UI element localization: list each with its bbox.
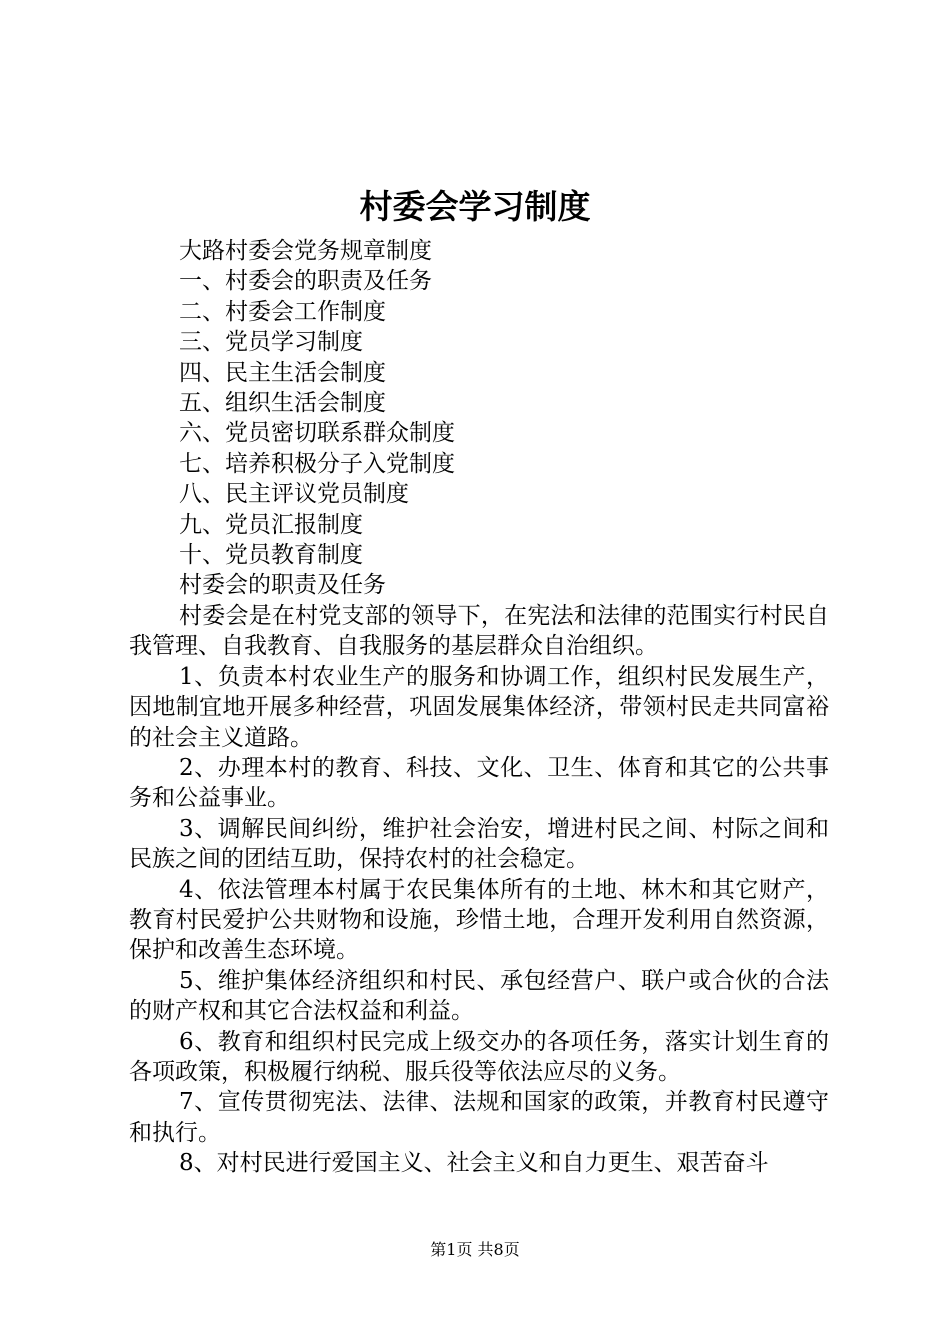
- body-paragraph: 4、依法管理本村属于农民集体所有的土地、林木和其它财产，教育村民爱护公共财物和设施，珍惜土地，合理开发利用自然资源，保护和改善生态环境。: [129, 876, 829, 964]
- heading-line: 八、民主评议党员制度: [179, 481, 409, 508]
- body-paragraph: 5、维护集体经济组织和村民、承包经营户、联户或合伙的合法的财产权和其它合法权益和利益。: [129, 967, 829, 1025]
- heading-line: 十、党员教育制度: [179, 542, 363, 569]
- body-paragraph: 6、教育和组织村民完成上级交办的各项任务，落实计划生育的各项政策，积极履行纳税、服兵役等依法应尽的义务。: [129, 1028, 829, 1085]
- heading-line: 大路村委会党务规章制度: [179, 238, 432, 264]
- heading-line: 二、村委会工作制度: [179, 298, 386, 325]
- heading-line: 六、党员密切联系群众制度: [179, 420, 455, 447]
- document-body: [129, 236, 829, 1179]
- body-paragraph: 7、宣传贯彻宪法、法律、法规和国家的政策，并教育村民遵守和执行。: [129, 1089, 829, 1146]
- heading-line: 九、党员汇报制度: [179, 511, 363, 538]
- section-heading: 村委会的职责及任务: [179, 572, 386, 599]
- heading-line: 一、村委会的职责及任务: [179, 268, 432, 295]
- body-paragraph: 村委会是在村党支部的领导下，在宪法和法律的范围实行村民自我管理、自我教育、自我服务的基层群众自治组织。: [129, 602, 829, 660]
- body-paragraph: 1、负责本村农业生产的服务和协调工作，组织村民发展生产，因地制宜地开展多种经营，巩固发展集体经济，带领村民走共同富裕的社会主义道路。: [129, 663, 829, 751]
- body-paragraph: 3、调解民间纠纷，维护社会治安，增进村民之间、村际之间和民族之间的团结互助，保持农村的社会稳定。: [129, 815, 829, 873]
- heading-line: 三、党员学习制度: [179, 329, 363, 356]
- heading-line: 四、民主生活会制度: [179, 359, 386, 386]
- heading-line: 七、培养积极分子入党制度: [179, 450, 455, 477]
- body-paragraph: 8、对村民进行爱国主义、社会主义和自力更生、艰苦奋斗: [179, 1150, 769, 1177]
- heading-line: 五、组织生活会制度: [179, 390, 386, 417]
- page-footer: 第1页 共8页: [430, 1240, 520, 1259]
- document-title: 村委会学习制度: [359, 187, 591, 226]
- body-paragraph: 2、办理本村的教育、科技、文化、卫生、体育和其它的公共事务和公益事业。: [129, 754, 829, 812]
